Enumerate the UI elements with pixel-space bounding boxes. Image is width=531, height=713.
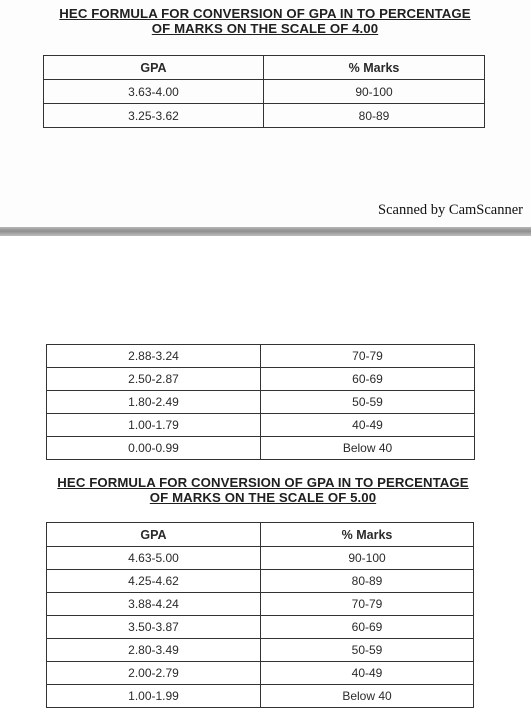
gpa-cell: 2.88-3.24 xyxy=(47,345,261,368)
gpa-cell: 2.50-2.87 xyxy=(47,368,261,391)
table-row xyxy=(44,80,485,104)
table-row xyxy=(47,685,474,708)
marks-cell: Below 40 xyxy=(261,437,475,460)
gpa-cell: 3.63-4.00 xyxy=(44,80,264,104)
scan-page-2 xyxy=(0,236,531,713)
table-row xyxy=(47,414,475,437)
gpa-cell: 3.88-4.24 xyxy=(47,593,261,616)
scale4-title-line1: HEC FORMULA FOR CONVERSION OF GPA IN TO PERCENTAGE xyxy=(59,6,471,21)
gpa-cell: 4.63-5.00 xyxy=(47,547,261,570)
marks-cell: 90-100 xyxy=(264,80,485,104)
table-row xyxy=(47,639,474,662)
marks-cell: 90-100 xyxy=(261,547,474,570)
marks-cell: 60-69 xyxy=(261,616,474,639)
gpa-cell: 2.80-3.49 xyxy=(47,639,261,662)
marks-cell: 40-49 xyxy=(261,662,474,685)
gpa-cell: 2.00-2.79 xyxy=(47,662,261,685)
marks-cell: 50-59 xyxy=(261,639,474,662)
marks-cell: 80-89 xyxy=(261,570,474,593)
marks-cell: 70-79 xyxy=(261,593,474,616)
gpa-column-header: GPA xyxy=(47,523,261,547)
table-row xyxy=(47,345,475,368)
table-row xyxy=(44,104,485,128)
scan-page-1 xyxy=(0,0,531,228)
gpa-cell: 3.25-3.62 xyxy=(44,104,264,128)
scale4-title xyxy=(40,6,490,36)
marks-cell: 80-89 xyxy=(264,104,485,128)
scale5-title xyxy=(50,475,476,505)
table-row xyxy=(47,570,474,593)
table-row xyxy=(47,547,474,570)
marks-column-header: % Marks xyxy=(264,56,485,80)
table-row xyxy=(47,391,475,414)
gpa-column-header: GPA xyxy=(44,56,264,80)
scale5-table xyxy=(46,522,474,708)
gpa-cell: 4.25-4.62 xyxy=(47,570,261,593)
scale4-table-part2 xyxy=(46,344,475,460)
marks-cell: Below 40 xyxy=(261,685,474,708)
table-header-row xyxy=(47,523,474,547)
marks-cell: 50-59 xyxy=(261,391,475,414)
table-row xyxy=(47,437,475,460)
table-row xyxy=(47,368,475,391)
scale4-title-line2: OF MARKS ON THE SCALE OF 4.00 xyxy=(151,21,379,36)
camscanner-watermark: Scanned by CamScanner xyxy=(378,202,523,218)
scale5-title-line2: OF MARKS ON THE SCALE OF 5.00 xyxy=(149,490,377,505)
marks-column-header: % Marks xyxy=(261,523,474,547)
gpa-cell: 3.50-3.87 xyxy=(47,616,261,639)
gpa-cell: 1.00-1.79 xyxy=(47,414,261,437)
table-row xyxy=(47,662,474,685)
marks-cell: 70-79 xyxy=(261,345,475,368)
page-divider xyxy=(0,227,531,236)
scale5-title-line1: HEC FORMULA FOR CONVERSION OF GPA IN TO PERCENTAGE xyxy=(57,475,469,490)
table-row xyxy=(47,593,474,616)
scale4-table-part1 xyxy=(43,55,485,128)
table-row xyxy=(47,616,474,639)
gpa-cell: 1.00-1.99 xyxy=(47,685,261,708)
table-header-row xyxy=(44,56,485,80)
marks-cell: 60-69 xyxy=(261,368,475,391)
marks-cell: 40-49 xyxy=(261,414,475,437)
gpa-cell: 0.00-0.99 xyxy=(47,437,261,460)
gpa-cell: 1.80-2.49 xyxy=(47,391,261,414)
